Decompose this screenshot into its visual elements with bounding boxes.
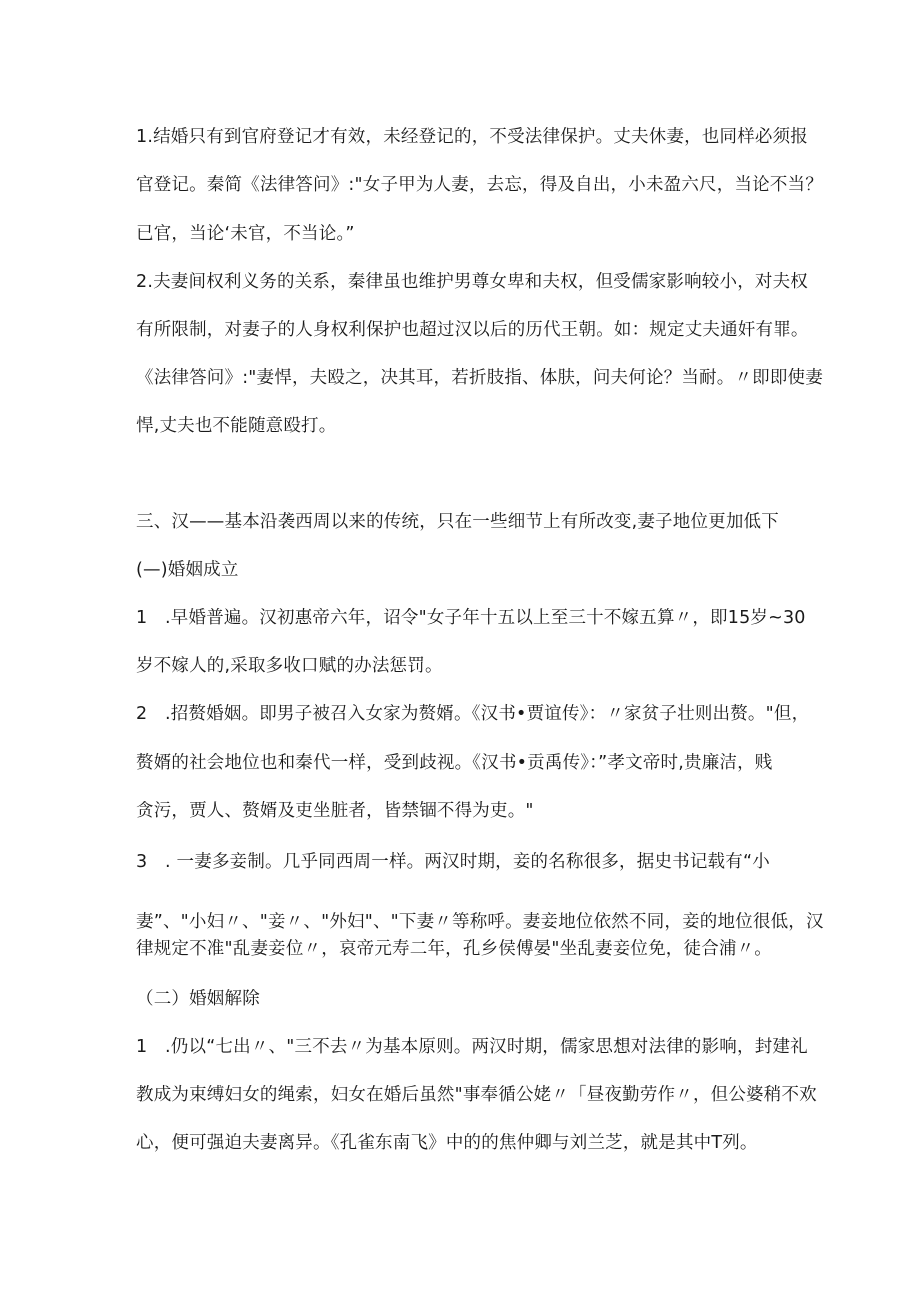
paragraph-line: 心，便可强迫夫妻离异。《孔雀东南飞》中的的焦仲卿与刘兰芝，就是其中T列。: [136, 1133, 758, 1153]
paragraph-line: 妻”、"小妇〃、"妾〃、"外妇"、"下妻〃等称呼。妻妾地位依然不同，妾的地位很低，汉: [136, 912, 824, 932]
paragraph-line: 1 .仍以“七出〃、"三不去〃为基本原则。两汉时期，儒家思想对法律的影响，封建礼: [136, 1037, 808, 1057]
paragraph-line: 教成为束缚妇女的绳索，妇女在婚后虽然"事奉循公姥〃「昼夜勤劳作〃，但公婆稍不欢: [136, 1085, 817, 1105]
paragraph-line: 2 .招赘婚姻。即男子被召入女家为赘婿。《汉书•贾谊传》：〃家贫子壮则出赘。"但，: [136, 704, 810, 724]
paragraph-line: 贪污，贾人、赘婿及吏坐脏者，皆禁锢不得为吏。": [136, 801, 534, 821]
subsection-heading: （二）婚姻解除: [136, 989, 260, 1009]
paragraph-line: 1 .早婚普遍。汉初惠帝六年，诏令"女子年十五以上至三十不嫁五算〃，即15岁~30: [136, 608, 806, 628]
paragraph-line: 官登记。秦简《法律答问》:"女子甲为人妻，去忘，得及自出，小未盈六尺，当论不当？: [136, 175, 823, 195]
paragraph-line: 有所限制，对妻子的人身权利保护也超过汉以后的历代王朝。如：规定丈夫通奸有罪。: [136, 320, 809, 340]
paragraph-line: 1.结婚只有到官府登记才有效，未经登记的，不受法律保护。丈夫休妻，也同样必须报: [136, 127, 808, 147]
section-heading: 三、汉——基本沿袭西周以来的传统，只在一些细节上有所改变,妻子地位更加低下: [136, 512, 779, 532]
paragraph-line: 3 . 一妻多妾制。几乎同西周一样。两汉时期，妾的名称很多，据史书记载有“小: [136, 852, 770, 872]
paragraph-line: 赘婿的社会地位也和秦代一样，受到歧视。《汉书•贡禹传》：”孝文帝时,贵廉洁，贱: [136, 753, 773, 773]
paragraph-line: 律规定不准"乱妻妾位〃，哀帝元寿二年，孔乡侯傅晏"坐乱妻妾位免，徒合浦〃。: [136, 939, 772, 959]
paragraph-line: 已官，当论‘未官，不当论。”: [136, 224, 355, 244]
paragraph-line: 2.夫妻间权利义务的关系，秦律虽也维护男尊女卑和夫权，但受儒家影响较小，对夫权: [136, 272, 808, 292]
paragraph-line: 《法律答问》:"妻悍，夫殴之，决其耳，若折肢指、体肤，问夫何论？当耐。〃即即使妻: [136, 368, 823, 388]
paragraph-line: 悍,丈夫也不能随意殴打。: [136, 416, 337, 436]
paragraph-line: 岁不嫁人的,采取多收口赋的办法惩罚。: [136, 656, 443, 676]
subsection-heading: (—)婚姻成立: [136, 560, 239, 580]
